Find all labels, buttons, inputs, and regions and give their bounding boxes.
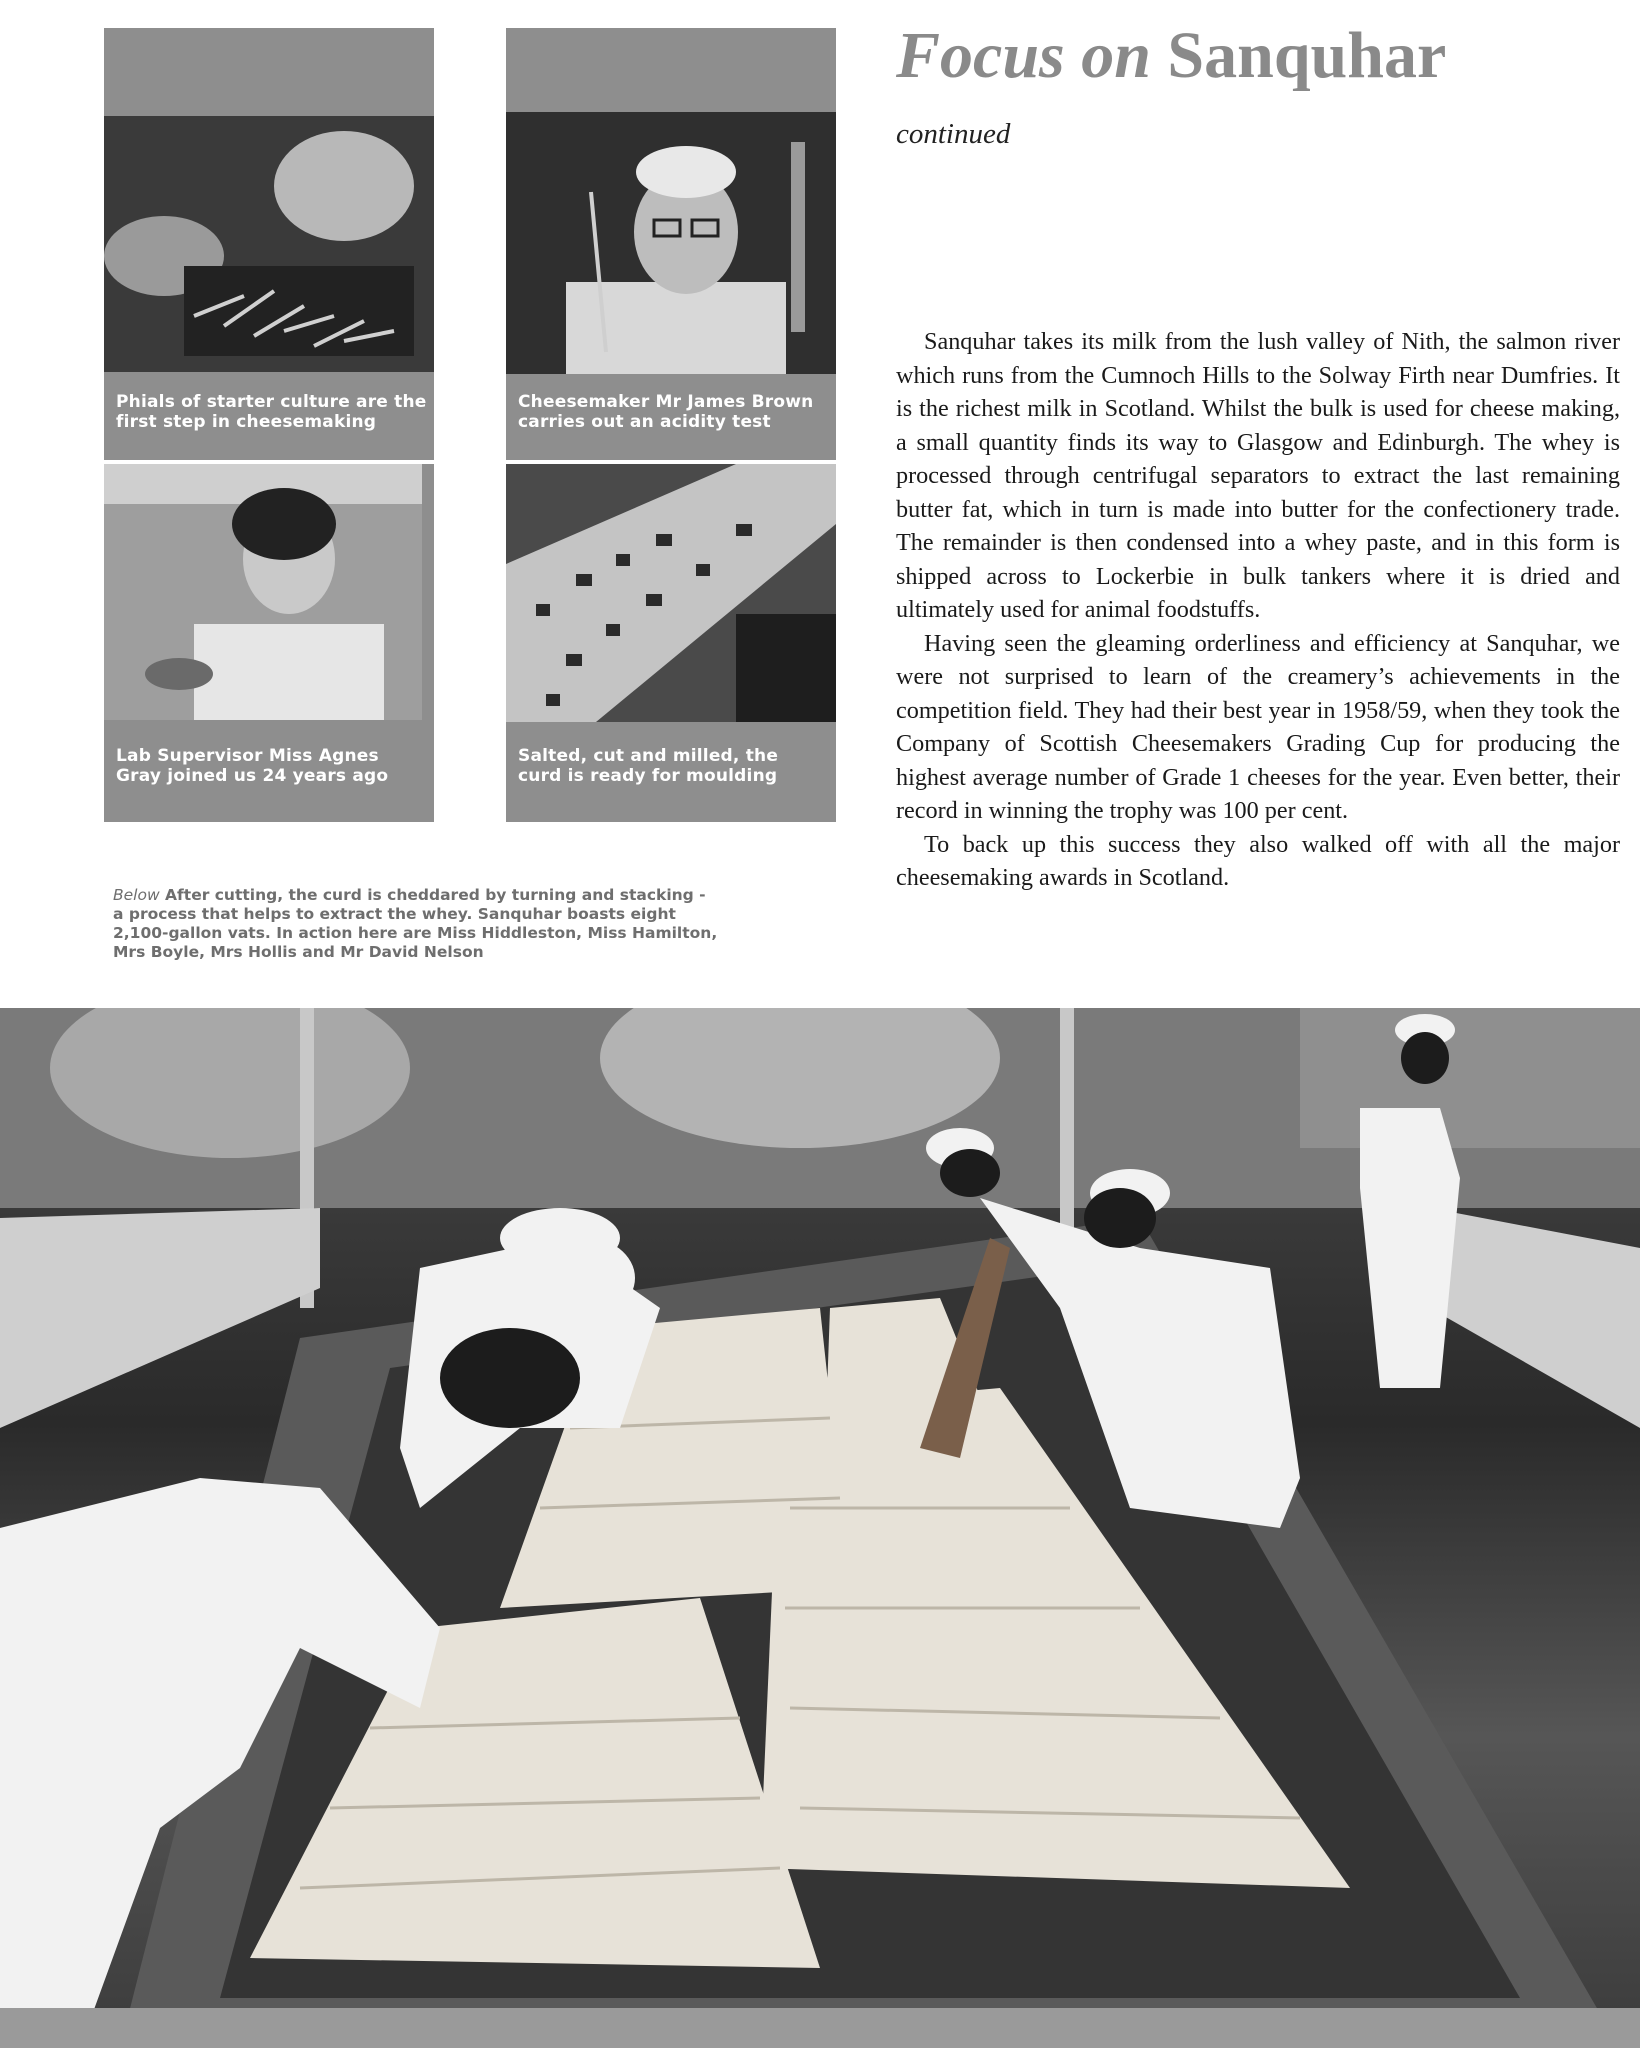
photo-panel-cheesemaker — [506, 28, 836, 460]
caption-line: Phials of starter culture are the — [116, 392, 427, 412]
caption-line: carries out an acidity test — [518, 412, 771, 432]
caption-phials — [116, 392, 427, 432]
photo-cheddaring — [0, 1008, 1640, 2048]
caption-line: Lab Supervisor Miss Agnes — [116, 746, 379, 766]
page-title — [896, 16, 1446, 96]
caption-line: 2,100-gallon vats. In action here are Miss Hiddleston, Miss Hamilton, — [113, 924, 718, 942]
caption-cheesemaker — [518, 392, 813, 432]
photo-cheesemaker — [506, 112, 836, 374]
caption-line: first step in cheesemaking — [116, 412, 377, 432]
caption-line: Cheesemaker Mr James Brown — [518, 392, 814, 412]
article-paragraph: Having seen the gleaming orderliness and efficiency at Sanquhar, we were not surprised to learn of the creamery’s achievements in the competition field. They had their best year in 1958/59, when they took the Company of Scottish Cheesemakers Grading Cup for producing the highest average number of Grade 1 cheeses for the year. Even better, their record in winning the trophy was 100 per cent. — [896, 629, 1620, 824]
photo-panel-phials — [104, 28, 434, 460]
caption-curd — [518, 746, 778, 786]
caption-line: Mrs Boyle, Mrs Hollis and Mr David Nelson — [113, 943, 484, 961]
caption-line: a process that helps to extract the whey. Sanquhar boasts eight — [113, 905, 676, 923]
photo-curd — [506, 464, 836, 722]
caption-line — [113, 886, 803, 905]
caption-lead: Below — [113, 886, 160, 904]
title-part-1: Focus on — [896, 19, 1151, 92]
caption-line: Gray joined us 24 years ago — [116, 766, 389, 786]
below-photo-caption — [113, 886, 803, 962]
photo-phials — [104, 116, 434, 372]
page-subtitle: continued — [896, 118, 1011, 150]
photo-panel-curd — [506, 464, 836, 822]
article-paragraph: To back up this success they also walked off with all the major cheesemaking awards in Scotland. — [896, 830, 1620, 891]
title-part-2: Sanquhar — [1167, 19, 1447, 92]
caption-text: After cutting, the curd is cheddared by turning and stacking - — [165, 886, 706, 904]
article-paragraph: Sanquhar takes its milk from the lush valley of Nith, the salmon river which runs from the Cumnoch Hills to the Solway Firth near Dumfries. It is the richest milk in Scotland. Whilst the bulk is used for cheese making, a small quantity finds its way to Glasgow and Edinburgh. The whey is processed through centrifugal separators to extract the last remaining butter fat, which in turn is made into butter for the confectionery trade. The remainder is then condensed into a whey paste, and in this form is shipped across to Lockerbie in bulk tankers where it is dried and ultimately used for animal foodstuffs. — [896, 328, 1620, 623]
article-body — [896, 325, 1620, 895]
caption-lab-supervisor — [116, 746, 388, 786]
caption-line: Salted, cut and milled, the — [518, 746, 779, 766]
photo-lab-supervisor — [104, 464, 422, 720]
caption-line: curd is ready for moulding — [518, 766, 778, 786]
photo-panel-lab-supervisor — [104, 464, 434, 822]
